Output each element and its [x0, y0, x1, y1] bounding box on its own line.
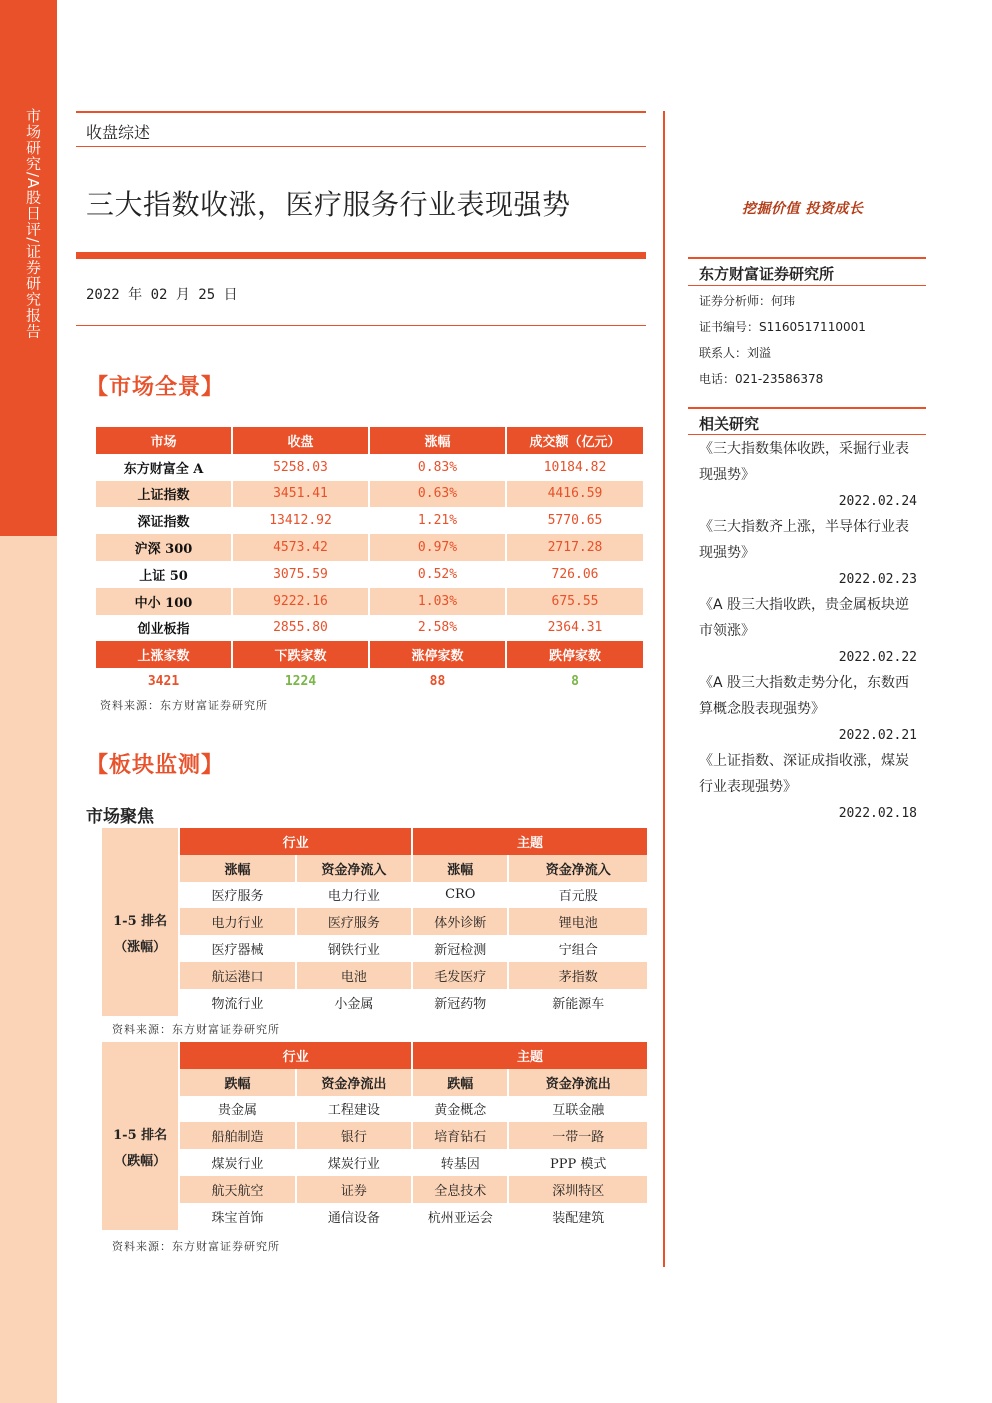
related-report-date: 2022.02.23	[838, 572, 917, 587]
sector-cell: 互联金融	[552, 1103, 605, 1119]
sub-header: 涨幅	[413, 855, 507, 882]
sub-header: 资金净流入	[297, 855, 411, 882]
sector-cell: 电力行业	[327, 889, 380, 905]
sector-cell: 毛发医疗	[413, 962, 507, 989]
table-row	[96, 454, 643, 481]
breadth-value: 1224	[284, 674, 317, 690]
sub-header: 跌幅	[180, 1069, 294, 1096]
volume-value: 726.06	[551, 566, 599, 582]
sector-cell: 物流行业	[211, 996, 264, 1012]
related-report-link[interactable]: 《A 股三大指收跌，贵金属板块逆市领涨》	[699, 597, 910, 639]
rank-label: 1-5 排名	[113, 1128, 168, 1144]
sector-cell: 宁组合	[558, 943, 598, 959]
table-row	[102, 908, 647, 935]
section-rule	[76, 146, 646, 147]
sub-header-row	[102, 855, 647, 882]
market-name: 创业板指	[137, 622, 190, 638]
table-row	[102, 1149, 647, 1176]
table-row	[102, 962, 647, 989]
sector-cell: 小金属	[334, 996, 374, 1012]
sidebar-label: 市场研究/A股日评/证券研究报告	[24, 108, 42, 340]
close-value: 4573.42	[233, 534, 368, 561]
sector-cell: 通信设备	[327, 1210, 380, 1226]
related-report-link[interactable]: 《上证指数、深证成指收涨，煤炭行业表现强势》	[699, 753, 909, 795]
change-value: 0.97%	[370, 534, 505, 561]
close-value: 2855.80	[273, 620, 328, 636]
close-value: 5258.03	[273, 459, 328, 475]
sector-cell: 装配建筑	[552, 1210, 605, 1226]
column-header: 市场	[96, 427, 231, 454]
volume-value: 10184.82	[543, 459, 607, 475]
group-header-theme: 主题	[413, 828, 647, 855]
sector-cell: 杭州亚运会	[427, 1210, 493, 1226]
related-research-title: 相关研究	[699, 415, 760, 433]
sector-cell: 电力行业	[180, 908, 294, 935]
sector-cell: 银行	[297, 1122, 411, 1149]
group-header-theme: 主题	[413, 1042, 647, 1069]
group-header-industry: 行业	[180, 828, 411, 855]
sub-header: 资金净流入	[509, 855, 647, 882]
sector-cell: 新能源车	[552, 996, 605, 1012]
sub-header: 跌幅	[413, 1069, 507, 1096]
sector-cell: 锂电池	[509, 908, 647, 935]
change-value: 1.03%	[370, 588, 505, 615]
sector-cell: 煤炭行业	[211, 1157, 264, 1173]
change-value: 0.52%	[417, 566, 458, 582]
page-title: 三大指数收涨，医疗服务行业表现强势	[86, 188, 571, 221]
rank-label-cell	[102, 855, 178, 1016]
sector-cell: 全息技术	[413, 1176, 507, 1203]
volume-value: 5770.65	[547, 513, 603, 529]
sector-cell: 新冠检测	[434, 943, 487, 959]
corner-cell	[102, 828, 178, 855]
group-header-row	[102, 828, 647, 855]
cert-info: 证书编号：S1160517110001	[699, 320, 866, 334]
group-header-industry: 行业	[180, 1042, 411, 1069]
column-divider	[663, 111, 665, 1267]
volume-value: 2717.28	[507, 534, 643, 561]
related-report-link[interactable]: 《三大指数齐上涨，半导体行业表现强势》	[699, 519, 909, 561]
sector-cell: 百元股	[558, 889, 598, 905]
market-overview-table	[94, 427, 645, 695]
market-name: 沪深 300	[96, 534, 231, 561]
table-row	[96, 588, 643, 615]
analyst-info: 证券分析师：何玮	[699, 294, 796, 308]
table-row	[102, 989, 647, 1016]
close-value: 9222.16	[233, 588, 368, 615]
sector-cell: CRO	[445, 887, 476, 903]
table-row	[102, 1203, 647, 1230]
sector-cell: 工程建设	[327, 1103, 380, 1119]
institute-top-rule	[688, 257, 926, 259]
phone-info: 电话：021-23586378	[699, 372, 824, 386]
table-row	[102, 1096, 647, 1123]
related-report-date: 2022.02.24	[838, 494, 917, 509]
institute-name: 东方财富证券研究所	[699, 265, 835, 283]
sector-cell: 医疗服务	[297, 908, 411, 935]
sector-cell: 医疗器械	[211, 943, 264, 959]
table-row	[102, 935, 647, 962]
related-report-link[interactable]: 《A 股三大指数走势分化，东数西算概念股表现强势》	[699, 675, 910, 717]
table-row	[102, 882, 647, 909]
close-value: 13412.92	[269, 513, 332, 529]
sector-cell: PPP 模式	[550, 1157, 607, 1173]
market-focus-subheading: 市场聚焦	[86, 807, 154, 827]
related-top-rule	[688, 407, 926, 409]
rank-label-sub: （跌幅）	[114, 1154, 167, 1170]
sub-header: 涨幅	[180, 855, 294, 882]
table-row	[102, 1122, 647, 1149]
report-date: 2022 年 02 月 25 日	[86, 287, 238, 303]
related-report-date: 2022.02.21	[838, 728, 917, 743]
sector-cell: 煤炭行业	[327, 1157, 380, 1173]
date-rule	[76, 325, 646, 326]
column-header: 涨幅	[370, 427, 505, 454]
column-header: 收盘	[233, 427, 368, 454]
institute-rule	[688, 285, 926, 286]
table-row	[96, 561, 643, 588]
table-row	[96, 534, 643, 561]
sector-cell: 黄金概念	[434, 1103, 487, 1119]
sector-cell: 船舶制造	[180, 1122, 294, 1149]
market-name: 中小 100	[96, 588, 231, 615]
volume-value: 4416.59	[507, 481, 643, 508]
volume-value: 2364.31	[547, 620, 603, 636]
change-value: 2.58%	[417, 620, 458, 636]
sector-cell: 证券	[297, 1176, 411, 1203]
close-value: 3451.41	[233, 481, 368, 508]
section-label: 收盘综述	[86, 123, 151, 142]
close-value: 3075.59	[273, 566, 328, 582]
breadth-value: 3421	[147, 674, 180, 690]
rank-label-cell	[102, 1069, 178, 1230]
breadth-value-row	[96, 668, 643, 695]
header-top-rule	[76, 111, 646, 113]
market-name: 上证 50	[139, 568, 188, 584]
breadth-label: 下跌家数	[233, 641, 368, 668]
breadth-label: 涨停家数	[370, 641, 505, 668]
table-row	[96, 481, 643, 508]
slogan: 挖掘价值 投资成长	[742, 201, 864, 217]
breadth-header-row	[96, 641, 643, 668]
sector-gainers-table	[100, 828, 649, 1016]
table-source: 资料来源：东方财富证券研究所	[100, 699, 268, 712]
table-source: 资料来源：东方财富证券研究所	[112, 1023, 280, 1036]
change-value: 0.63%	[370, 481, 505, 508]
rank-label: 1-5 排名	[113, 914, 168, 930]
sector-cell: 培育钻石	[413, 1122, 507, 1149]
sector-cell: 转基因	[440, 1157, 480, 1173]
market-overview-heading: 【市场全景】	[86, 374, 225, 400]
sector-cell: 新冠药物	[434, 996, 487, 1012]
sector-cell: 电池	[297, 962, 411, 989]
table-row	[96, 615, 643, 642]
sector-cell: 航天航空	[180, 1176, 294, 1203]
sub-header: 资金净流出	[509, 1069, 647, 1096]
market-name: 深证指数	[137, 515, 190, 531]
contact-info: 联系人：刘溢	[699, 346, 772, 360]
table-row	[96, 507, 643, 534]
sub-header-row	[102, 1069, 647, 1096]
related-report-link[interactable]: 《三大指数集体收跌，采掘行业表现强势》	[699, 441, 909, 483]
sector-cell: 深圳特区	[509, 1176, 647, 1203]
sector-cell: 钢铁行业	[327, 943, 380, 959]
market-name: 东方财富全 A	[123, 461, 204, 477]
breadth-value: 8	[571, 674, 579, 690]
sector-cell: 医疗服务	[211, 889, 264, 905]
breadth-label: 上涨家数	[96, 641, 231, 668]
volume-value: 675.55	[507, 588, 643, 615]
rank-label-sub: （涨幅）	[114, 940, 167, 956]
table-row	[102, 1176, 647, 1203]
related-report-date: 2022.02.22	[838, 650, 917, 665]
change-value: 0.83%	[417, 459, 458, 475]
sector-cell: 珠宝首饰	[211, 1210, 264, 1226]
sector-losers-table	[100, 1042, 649, 1230]
sidebar-light-band	[0, 536, 57, 1403]
sector-cell: 一带一路	[509, 1122, 647, 1149]
table-source: 资料来源：东方财富证券研究所	[112, 1240, 280, 1253]
change-value: 1.21%	[417, 513, 458, 529]
title-thick-rule	[76, 252, 646, 259]
table-header-row	[96, 427, 643, 454]
market-name: 上证指数	[96, 481, 231, 508]
sector-cell: 体外诊断	[413, 908, 507, 935]
sector-monitor-heading: 【板块监测】	[86, 752, 225, 778]
column-header: 成交额（亿元）	[507, 427, 643, 454]
sector-cell: 茅指数	[509, 962, 647, 989]
related-report-date: 2022.02.18	[838, 806, 917, 821]
sector-cell: 航运港口	[180, 962, 294, 989]
related-rule	[688, 434, 926, 435]
sector-cell: 贵金属	[217, 1103, 257, 1119]
group-header-row	[102, 1042, 647, 1069]
breadth-value: 88	[429, 674, 446, 690]
corner-cell	[102, 1042, 178, 1069]
sub-header: 资金净流出	[297, 1069, 411, 1096]
breadth-label: 跌停家数	[507, 641, 643, 668]
